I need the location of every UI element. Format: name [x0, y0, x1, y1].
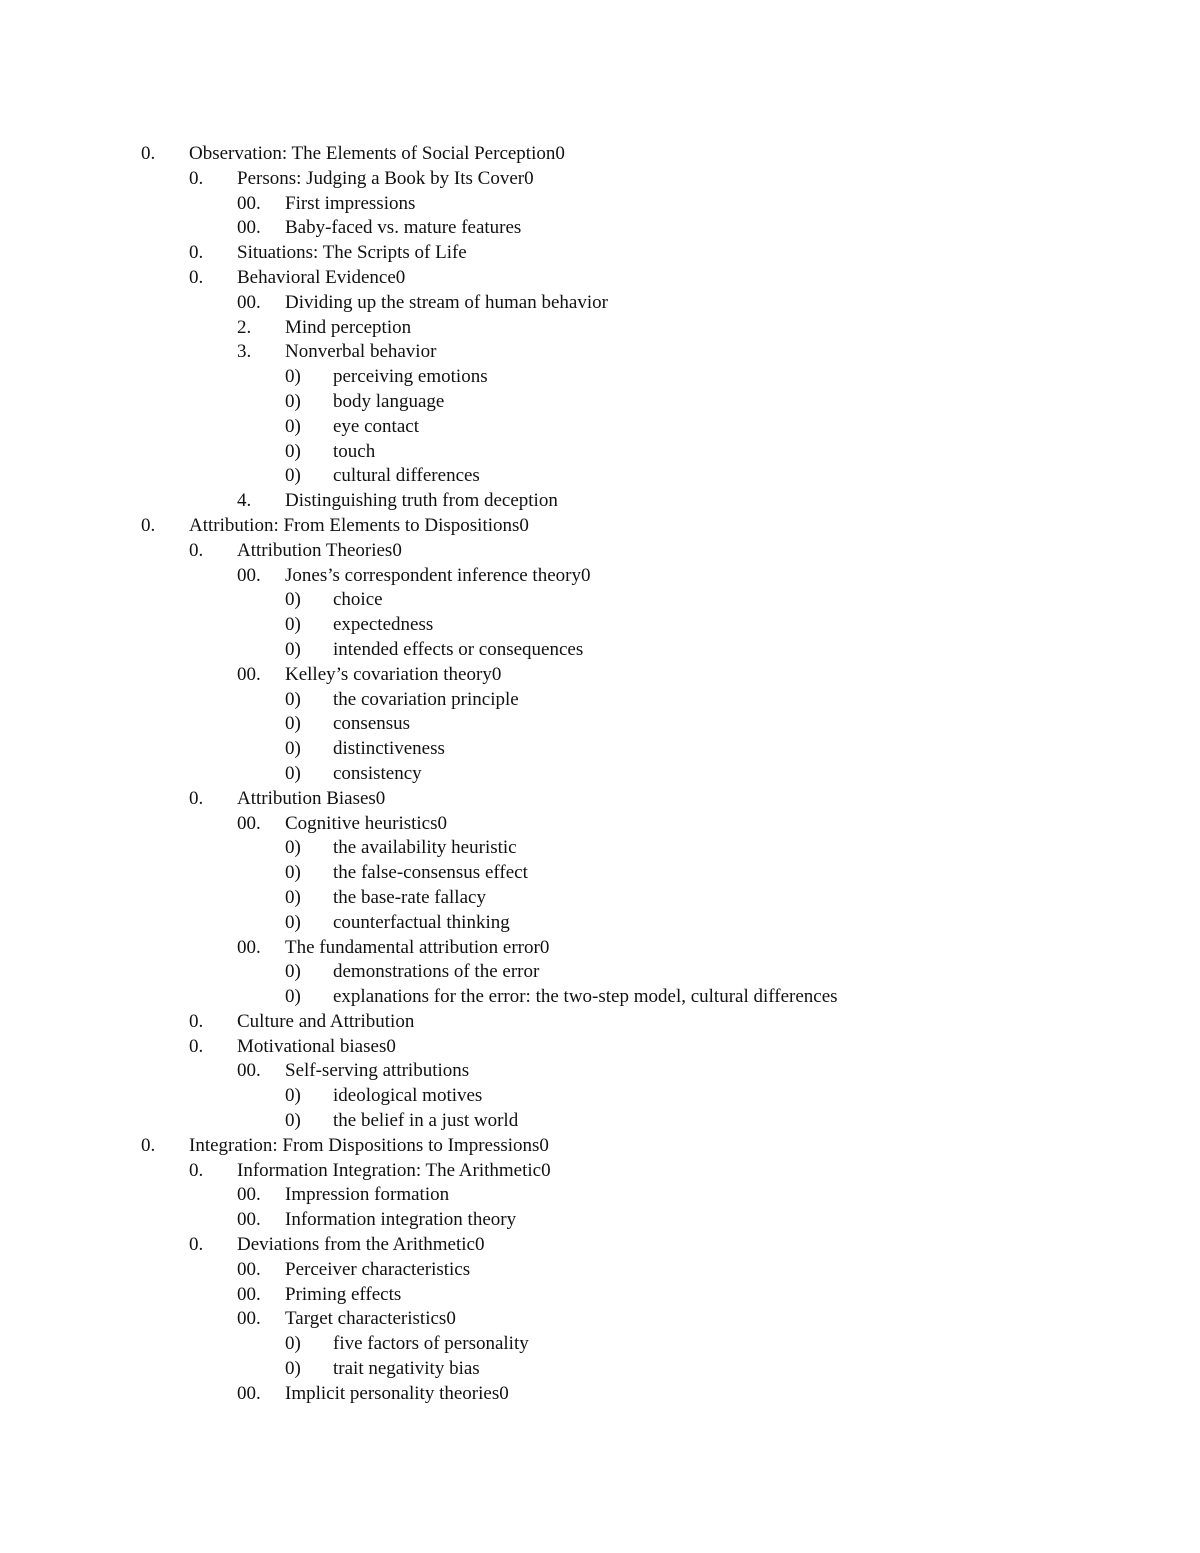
outline-item-marker: 00. [237, 1060, 261, 1082]
outline-item-marker: 0) [285, 440, 301, 462]
outline-item-text: Baby-faced vs. mature features [285, 217, 522, 239]
outline-item-level-2 [0, 1233, 1200, 1258]
outline-item-marker: 0) [285, 415, 301, 437]
outline-item-marker: 0. [189, 266, 204, 288]
outline-item-marker: 0) [285, 762, 301, 784]
outline-item-level-4 [0, 836, 1200, 861]
outline-item-text: body language [333, 390, 445, 412]
outline-item-text: demonstrations of the error [333, 961, 540, 983]
outline-list [0, 142, 1200, 1407]
outline-item-text: the false-consensus effect [333, 862, 528, 884]
outline-item-marker: 0. [189, 242, 204, 264]
outline-item-text: Kelley’s covariation theory0 [285, 663, 502, 685]
outline-item-marker: 0. [189, 1159, 204, 1181]
outline-item-level-3 [0, 1307, 1200, 1332]
outline-item-level-1 [0, 514, 1200, 539]
outline-item-level-4 [0, 638, 1200, 663]
outline-item-level-3 [0, 216, 1200, 241]
outline-item-text: Target characteristics0 [285, 1308, 456, 1330]
outline-item-text: Nonverbal behavior [285, 341, 437, 363]
outline-item-marker: 00. [237, 1382, 261, 1404]
outline-item-level-1 [0, 1134, 1200, 1159]
outline-item-text: Information integration theory [285, 1209, 517, 1231]
outline-item-level-2 [0, 1035, 1200, 1060]
outline-item-level-3 [0, 192, 1200, 217]
outline-item-text: Perceiver characteristics [285, 1258, 471, 1280]
outline-item-marker: 2. [237, 316, 252, 338]
outline-item-level-3 [0, 812, 1200, 837]
outline-item-marker: 0. [189, 1035, 204, 1057]
outline-item-level-4 [0, 365, 1200, 390]
outline-item-marker: 0) [285, 837, 301, 859]
outline-item-text: Attribution Theories0 [237, 539, 402, 561]
outline-item-marker: 00. [237, 663, 261, 685]
outline-item-marker: 0) [285, 1333, 301, 1355]
outline-item-marker: 0. [189, 1234, 204, 1256]
outline-item-level-4 [0, 1332, 1200, 1357]
outline-item-marker: 0. [189, 167, 204, 189]
outline-item-level-3 [0, 1183, 1200, 1208]
outline-item-marker: 0) [285, 589, 301, 611]
outline-item-text: The fundamental attribution error0 [285, 936, 550, 958]
outline-item-level-4 [0, 464, 1200, 489]
outline-item-text: Jones’s correspondent inference theory0 [285, 564, 591, 586]
outline-item-marker: 0. [141, 514, 156, 536]
outline-item-level-4 [0, 861, 1200, 886]
outline-item-text: Attribution Biases0 [237, 787, 386, 809]
outline-item-text: counterfactual thinking [333, 911, 510, 933]
outline-item-level-4 [0, 1109, 1200, 1134]
outline-item-text: Impression formation [285, 1184, 450, 1206]
outline-item-level-4 [0, 960, 1200, 985]
outline-item-level-3 [0, 340, 1200, 365]
outline-item-text: intended effects or consequences [333, 638, 584, 660]
outline-item-text: Motivational biases0 [237, 1035, 396, 1057]
outline-item-level-4 [0, 985, 1200, 1010]
outline-item-level-3 [0, 1382, 1200, 1407]
outline-item-marker: 0. [189, 787, 204, 809]
outline-item-level-2 [0, 167, 1200, 192]
outline-item-marker: 0) [285, 1085, 301, 1107]
outline-item-text: Priming effects [285, 1283, 402, 1305]
outline-item-text: Implicit personality theories0 [285, 1382, 509, 1404]
outline-item-marker: 00. [237, 564, 261, 586]
outline-item-level-3 [0, 291, 1200, 316]
outline-item-text: Integration: From Dispositions to Impressions0 [189, 1134, 549, 1156]
outline-item-text: eye contact [333, 415, 419, 437]
outline-item-level-4 [0, 886, 1200, 911]
outline-item-text: ideological motives [333, 1085, 483, 1107]
outline-item-level-2 [0, 241, 1200, 266]
outline-item-text: the belief in a just world [333, 1110, 519, 1132]
outline-item-text: choice [333, 589, 383, 611]
outline-item-text: the covariation principle [333, 688, 519, 710]
outline-item-marker: 0) [285, 862, 301, 884]
outline-item-level-4 [0, 1357, 1200, 1382]
outline-item-text: Distinguishing truth from deception [285, 490, 558, 512]
outline-item-marker: 0. [189, 539, 204, 561]
outline-item-level-4 [0, 1084, 1200, 1109]
outline-item-level-2 [0, 1159, 1200, 1184]
outline-item-marker: 0) [285, 713, 301, 735]
outline-item-text: Culture and Attribution [237, 1010, 415, 1032]
outline-item-level-4 [0, 762, 1200, 787]
outline-item-level-4 [0, 688, 1200, 713]
outline-item-text: Mind perception [285, 316, 412, 338]
outline-item-text: Dividing up the stream of human behavior [285, 291, 608, 313]
outline-item-text: explanations for the error: the two-step model, cultural differences [333, 986, 838, 1008]
outline-item-text: Information Integration: The Arithmetic0 [237, 1159, 551, 1181]
outline-item-marker: 0) [285, 614, 301, 636]
outline-item-text: the availability heuristic [333, 837, 517, 859]
outline-item-text: the base-rate fallacy [333, 886, 486, 908]
outline-item-marker: 00. [237, 1209, 261, 1231]
outline-item-marker: 0) [285, 638, 301, 660]
outline-item-text: First impressions [285, 192, 416, 214]
outline-item-level-3 [0, 1059, 1200, 1084]
outline-item-marker: 00. [237, 217, 261, 239]
outline-item-level-3 [0, 1208, 1200, 1233]
outline-item-level-4 [0, 390, 1200, 415]
outline-item-text: distinctiveness [333, 738, 445, 760]
outline-item-text: five factors of personality [333, 1333, 529, 1355]
outline-item-level-3 [0, 316, 1200, 341]
outline-item-marker: 0. [189, 1010, 204, 1032]
outline-item-level-2 [0, 1010, 1200, 1035]
outline-item-text: Self-serving attributions [285, 1060, 470, 1082]
outline-item-marker: 0) [285, 911, 301, 933]
outline-item-marker: 0. [141, 1134, 156, 1156]
outline-item-text: consistency [333, 762, 422, 784]
outline-item-text: expectedness [333, 614, 434, 636]
outline-item-text: Situations: The Scripts of Life [237, 242, 467, 264]
outline-item-level-4 [0, 712, 1200, 737]
outline-item-level-4 [0, 613, 1200, 638]
outline-item-level-2 [0, 266, 1200, 291]
outline-item-marker: 0) [285, 390, 301, 412]
outline-item-marker: 0. [141, 143, 156, 164]
outline-item-level-3 [0, 936, 1200, 961]
outline-item-level-3 [0, 489, 1200, 514]
outline-item-level-4 [0, 911, 1200, 936]
outline-item-level-4 [0, 415, 1200, 440]
outline-item-marker: 0) [285, 986, 301, 1008]
outline-item-text: trait negativity bias [333, 1358, 480, 1380]
outline-item-marker: 0) [285, 886, 301, 908]
outline-item-level-4 [0, 440, 1200, 465]
outline-item-text: Deviations from the Arithmetic0 [237, 1234, 485, 1256]
outline-item-marker: 00. [237, 812, 261, 834]
outline-item-marker: 00. [237, 1258, 261, 1280]
outline-item-marker: 0) [285, 1358, 301, 1380]
outline-item-marker: 00. [237, 1184, 261, 1206]
outline-item-marker: 00. [237, 936, 261, 958]
outline-item-marker: 00. [237, 1308, 261, 1330]
outline-item-level-3 [0, 1283, 1200, 1308]
outline-item-text: touch [333, 440, 376, 462]
outline-item-marker: 00. [237, 192, 261, 214]
outline-item-marker: 0) [285, 961, 301, 983]
outline-item-marker: 00. [237, 291, 261, 313]
outline-item-marker: 0) [285, 366, 301, 388]
outline-item-marker: 3. [237, 341, 252, 363]
outline-item-marker: 4. [237, 490, 252, 512]
outline-item-marker: 00. [237, 1283, 261, 1305]
outline-item-level-3 [0, 564, 1200, 589]
outline-item-level-2 [0, 539, 1200, 564]
outline-item-level-3 [0, 663, 1200, 688]
outline-item-marker: 0) [285, 1110, 301, 1132]
outline-item-text: Attribution: From Elements to Dispositions0 [189, 514, 529, 536]
outline-item-level-4 [0, 588, 1200, 613]
outline-item-level-2 [0, 787, 1200, 812]
outline-item-level-4 [0, 737, 1200, 762]
outline-item-level-3 [0, 1258, 1200, 1283]
outline-item-text: Observation: The Elements of Social Perception0 [189, 143, 565, 164]
outline-item-text: perceiving emotions [333, 366, 488, 388]
outline-item-marker: 0) [285, 465, 301, 487]
outline-item-text: cultural differences [333, 465, 480, 487]
outline-item-text: consensus [333, 713, 411, 735]
outline-item-text: Behavioral Evidence0 [237, 266, 406, 288]
outline-item-level-1 [0, 142, 1200, 167]
outline-item-marker: 0) [285, 738, 301, 760]
outline-item-text: Cognitive heuristics0 [285, 812, 448, 834]
outline-item-text: Persons: Judging a Book by Its Cover0 [237, 167, 534, 189]
outline-item-marker: 0) [285, 688, 301, 710]
